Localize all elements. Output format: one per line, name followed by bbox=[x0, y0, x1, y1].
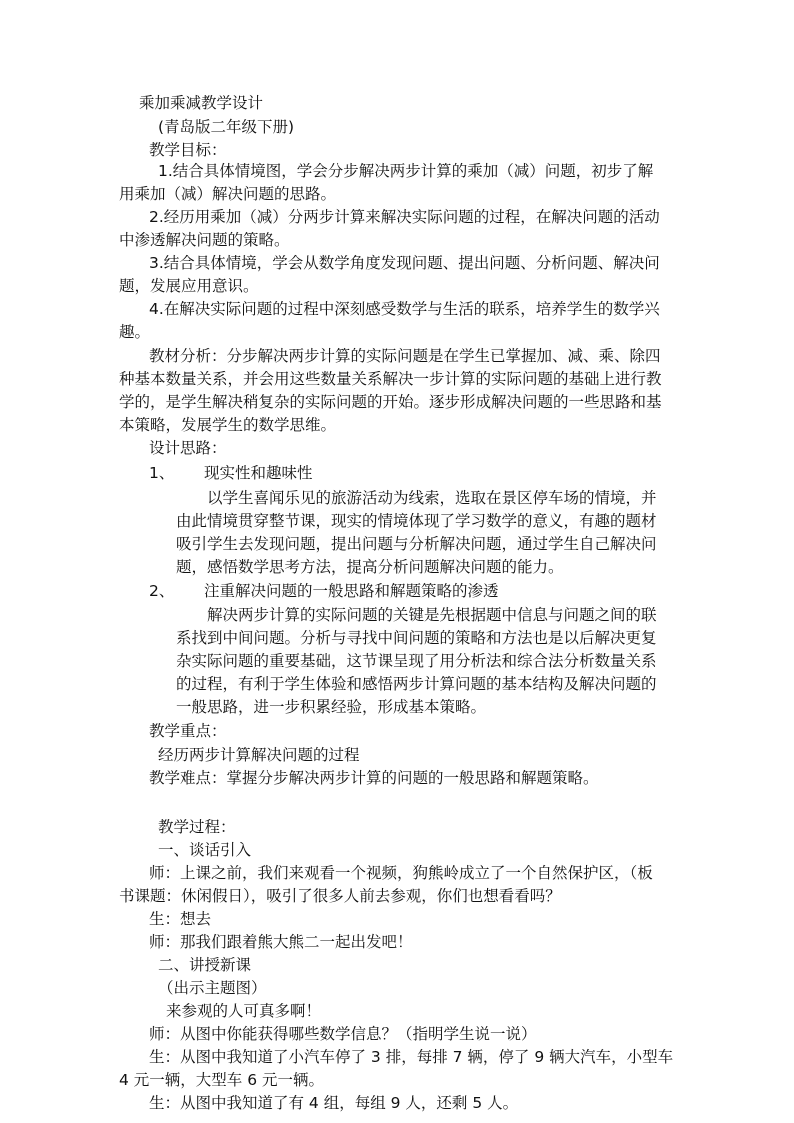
part-1-heading: 一、谈话引入 bbox=[158, 841, 252, 859]
analysis-line-3: 学的，是学生解决稍复杂的实际问题的开始。逐步形成解决问题的一些思路和基 bbox=[119, 393, 662, 411]
show-picture: （出示主题图） bbox=[158, 979, 267, 997]
teacher-2: 师：那我们跟着熊大熊二一起出发吧！ bbox=[149, 933, 413, 951]
design-1-line-4: 题，感悟数学思考方法，提高分析问题解决问题的能力。 bbox=[176, 558, 564, 576]
analysis-line-2: 种基本数量关系，并会用这些数量关系解决一步计算的实际问题的基础上进行教 bbox=[119, 370, 662, 388]
design-2-line-1: 解决两步计算的实际问题的关键是先根据题中信息与问题之间的联 bbox=[207, 606, 657, 624]
design-2-line-4: 的过程，有利于学生体验和感悟两步计算问题的基本结构及解决问题的 bbox=[176, 675, 657, 693]
part-2-heading: 二、讲授新课 bbox=[158, 956, 252, 974]
design-1-number: 1、 bbox=[149, 464, 175, 482]
analysis-line-4: 本策略，发展学生的数学思维。 bbox=[119, 416, 337, 434]
teacher-3: 师：从图中你能获得哪些数学信息？（指明学生说一说） bbox=[149, 1025, 537, 1043]
design-1-title: 现实性和趣味性 bbox=[204, 464, 313, 482]
design-heading: 设计思路： bbox=[149, 439, 227, 457]
student-3: 生：从图中我知道了有 4 组，每组 9 人，还剩 5 人。 bbox=[149, 1094, 519, 1112]
student-1: 生：想去 bbox=[149, 910, 212, 928]
difficult-text: 教学难点：掌握分步解决两步计算的问题的一般思路和解题策略。 bbox=[149, 769, 599, 787]
teacher-1-line-2: 书课题：休闲假日），吸引了很多人前去参观，你们也想看看吗？ bbox=[119, 887, 561, 905]
process-heading: 教学过程： bbox=[158, 818, 236, 836]
goal-3-line-1: 3.结合具体情境，学会从数学角度发现问题、提出问题、分析问题、解决问 bbox=[149, 254, 660, 272]
key-text: 经历两步计算解决问题的过程 bbox=[158, 746, 360, 764]
document-title: 乘加乘减教学设计 bbox=[139, 94, 264, 112]
design-2-line-2: 系找到中间问题。分析与寻找中间问题的策略和方法也是以后解决更复 bbox=[176, 629, 657, 647]
design-1-line-3: 吸引学生去发现问题，提出问题与分析解决问题，通过学生自己解决问 bbox=[176, 535, 657, 553]
design-2-line-5: 一般思路，进一步积累经验，形成基本策略。 bbox=[176, 698, 487, 716]
design-2-line-3: 杂实际问题的重要基础，这节课呈现了用分析法和综合法分析数量关系 bbox=[176, 652, 657, 670]
goals-heading: 教学目标： bbox=[149, 141, 227, 159]
design-1-line-1: 以学生喜闻乐见的旅游活动为线索，选取在景区停车场的情境，并 bbox=[207, 489, 657, 507]
design-2-number: 2、 bbox=[149, 582, 175, 600]
goal-4-line-1: 4.在解决实际问题的过程中深刻感受数学与生活的联系，培养学生的数学兴 bbox=[149, 300, 660, 318]
teacher-1-line-1: 师：上课之前，我们来观看一个视频，狗熊岭成立了一个自然保护区，（板 bbox=[149, 864, 653, 882]
goal-4-line-2: 趣。 bbox=[119, 323, 151, 341]
student-2-line-2: 4 元一辆，大型车 6 元一辆。 bbox=[119, 1071, 325, 1089]
goal-1-line-1: 1.结合具体情境图，学会分步解决两步计算的乘加（减）问题，初步了解 bbox=[158, 162, 654, 180]
design-1-line-2: 由此情境贯穿整节课，现实的情境体现了学习数学的意义，有趣的题材 bbox=[176, 512, 657, 530]
goal-3-line-2: 题，发展应用意识。 bbox=[119, 277, 259, 295]
goal-1-line-2: 用乘加（减）解决问题的思路。 bbox=[119, 185, 337, 203]
goal-2-line-2: 中渗透解决问题的策略。 bbox=[119, 231, 290, 249]
student-2-line-1: 生：从图中我知道了小汽车停了 3 排，每排 7 辆，停了 9 辆大汽车，小型车 bbox=[149, 1048, 674, 1066]
document-subtitle: (青岛版二年级下册) bbox=[158, 118, 295, 136]
design-2-title: 注重解决问题的一般思路和解题策略的渗透 bbox=[204, 582, 499, 600]
many-visitors: 来参观的人可真多啊！ bbox=[166, 1002, 322, 1020]
analysis-line-1: 教材分析：分步解决两步计算的实际问题是在学生已掌握加、减、乘、除四 bbox=[149, 347, 661, 365]
goal-2-line-1: 2.经历用乘加（减）分两步计算来解决实际问题的过程，在解决问题的活动 bbox=[149, 208, 660, 226]
key-heading: 教学重点： bbox=[149, 722, 227, 740]
